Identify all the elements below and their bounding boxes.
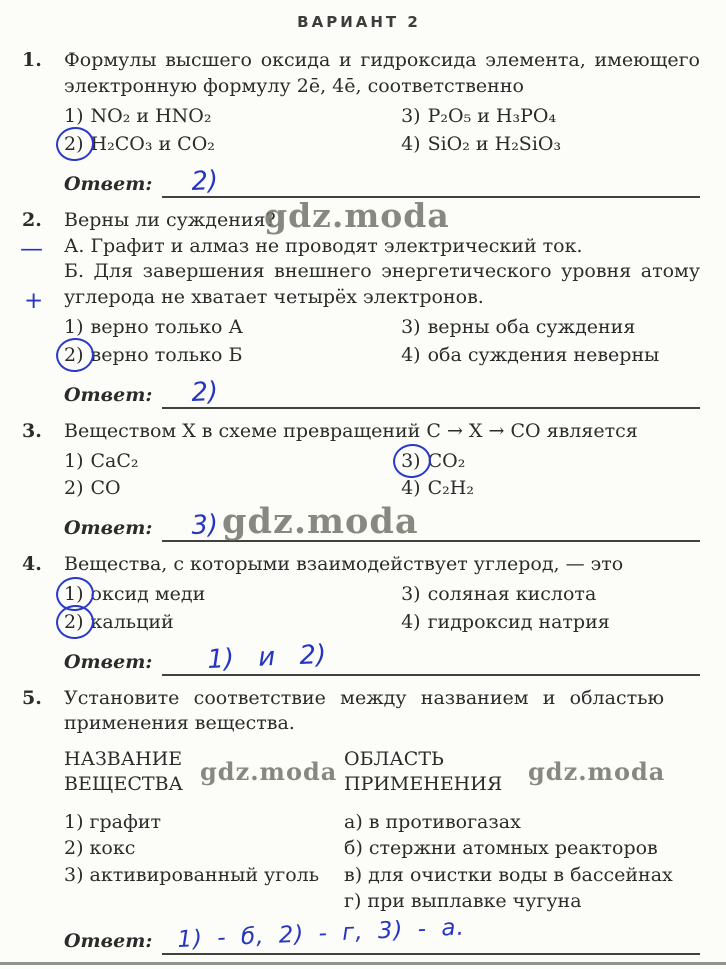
list-item: 2) кокс bbox=[64, 837, 136, 860]
option bbox=[401, 610, 700, 636]
option-text: C₂H₂ bbox=[427, 477, 474, 500]
option-text: SiO₂ и H₂SiO₃ bbox=[427, 132, 562, 155]
watermark: gdz.moda bbox=[264, 196, 450, 235]
question-number: 3. bbox=[22, 419, 42, 442]
option-number: 1) bbox=[64, 316, 84, 339]
option-text: кальций bbox=[90, 610, 174, 633]
option bbox=[64, 132, 401, 158]
option bbox=[401, 104, 700, 130]
option bbox=[401, 449, 700, 475]
options-grid bbox=[64, 449, 700, 503]
question-body bbox=[64, 686, 700, 963]
question-number: 4. bbox=[22, 553, 42, 576]
option-text: CO₂ bbox=[427, 449, 466, 472]
question-text: Установите соответствие между названием и областью применения вещества. bbox=[64, 686, 664, 735]
option bbox=[401, 132, 700, 158]
handwritten-answer: 2) bbox=[191, 165, 220, 197]
handwritten-answer: 1) и 2) bbox=[207, 639, 328, 675]
question-body bbox=[64, 552, 700, 683]
minus-ink-mark: — bbox=[20, 235, 43, 262]
option bbox=[64, 449, 401, 475]
option-text: NO₂ и HNO₂ bbox=[90, 105, 212, 128]
answer-label: Ответ: bbox=[64, 930, 153, 953]
option bbox=[64, 610, 401, 636]
option-number: 3) bbox=[401, 582, 421, 605]
question-number: 2. bbox=[22, 208, 42, 231]
option-text: соляная кислота bbox=[427, 582, 597, 605]
statements bbox=[64, 234, 700, 311]
option bbox=[64, 315, 401, 341]
option-number-circled: 2) bbox=[64, 343, 84, 369]
option bbox=[401, 476, 700, 502]
question-text: Верны ли суждения? bbox=[64, 208, 276, 231]
option-number: 4) bbox=[401, 343, 421, 366]
option-text: верны оба суждения bbox=[427, 316, 636, 339]
question-1 bbox=[18, 48, 700, 205]
watermark: gdz.moda bbox=[528, 757, 666, 786]
option-text: CaC₂ bbox=[90, 449, 139, 472]
answer-line bbox=[162, 510, 700, 542]
option-text: оба суждения неверны bbox=[427, 343, 660, 366]
question-body bbox=[20, 208, 700, 417]
option-number: 1) bbox=[64, 105, 84, 128]
answer-row bbox=[64, 377, 700, 409]
right-column-header: ОБЛАСТЬ ПРИМЕНЕНИЯ bbox=[344, 748, 503, 795]
option bbox=[64, 104, 401, 130]
handwritten-answer: 1) - б, 2) - г, 3) - а. bbox=[177, 914, 466, 954]
option-text: P₂O₅ и H₃PO₄ bbox=[427, 105, 557, 128]
question-text: Вещества, с которыми взаимодействует углерод, — это bbox=[64, 553, 624, 576]
question-3 bbox=[18, 419, 700, 550]
question-4 bbox=[18, 552, 700, 683]
option-number-circled: 2) bbox=[64, 610, 84, 636]
list-item: 1) графит bbox=[64, 810, 162, 833]
answer-line bbox=[162, 166, 700, 198]
statement-b: Б. Для завершения внешнего энергетического уровня атому углерода не хватает четырёх электронов. bbox=[64, 260, 700, 309]
question-5 bbox=[18, 686, 700, 963]
options-grid bbox=[64, 582, 700, 636]
option bbox=[401, 343, 700, 369]
option-text: гидроксид натрия bbox=[427, 610, 610, 633]
list-item: 3) активированный уголь bbox=[64, 863, 320, 886]
answer-label: Ответ: bbox=[64, 383, 153, 406]
option-number-circled: 2) bbox=[64, 132, 84, 158]
option-text: верно только А bbox=[90, 316, 243, 339]
option bbox=[64, 476, 401, 502]
answer-row bbox=[64, 166, 700, 198]
option bbox=[64, 343, 401, 369]
option-number: 1) bbox=[64, 449, 84, 472]
answer-line bbox=[162, 914, 700, 955]
left-column-header: НАЗВАНИЕ ВЕЩЕСТВА bbox=[64, 748, 183, 795]
question-number: 1. bbox=[22, 49, 42, 72]
watermark: gdz.moda bbox=[200, 757, 338, 786]
option bbox=[64, 582, 401, 608]
answer-row bbox=[64, 639, 700, 676]
answer-line bbox=[162, 377, 700, 409]
plus-ink-mark: + bbox=[24, 287, 44, 314]
list-item: г) при выплавке чугуна bbox=[344, 890, 582, 913]
statement-a: А. Графит и алмаз не проводят электрический ток. bbox=[64, 234, 583, 257]
option-text: верно только Б bbox=[90, 343, 243, 366]
option-text: оксид меди bbox=[90, 582, 206, 605]
answer-row bbox=[64, 914, 700, 955]
watermark: gdz.moda bbox=[222, 501, 419, 542]
list-item: в) для очистки воды в бассейнах bbox=[344, 863, 673, 886]
option-text: H₂CO₃ и CO₂ bbox=[90, 132, 215, 155]
list-item: а) в противогазах bbox=[344, 810, 521, 833]
question-body bbox=[64, 419, 700, 550]
question-2 bbox=[18, 208, 700, 417]
option-number-circled: 3) bbox=[401, 449, 421, 475]
handwritten-answer: 2) bbox=[191, 376, 220, 408]
matching-table bbox=[64, 747, 700, 915]
option-number: 4) bbox=[401, 477, 421, 500]
question-text: Формулы высшего оксида и гидроксида элемента, имеющего электронную формулу 2ē, 4ē, соответственно bbox=[64, 49, 700, 98]
option bbox=[401, 582, 700, 608]
answer-label: Ответ: bbox=[64, 650, 153, 673]
option-text: CO bbox=[90, 477, 121, 500]
answer-line bbox=[162, 639, 700, 676]
option-number: 3) bbox=[401, 105, 421, 128]
question-number: 5. bbox=[22, 686, 42, 709]
page-title: ВАРИАНТ 2 bbox=[297, 13, 421, 31]
option-number: 4) bbox=[401, 132, 421, 155]
match-left-column bbox=[64, 747, 344, 915]
question-body bbox=[64, 48, 700, 205]
option-number: 4) bbox=[401, 610, 421, 633]
scan-edge bbox=[0, 962, 726, 965]
handwritten-answer: 3) bbox=[191, 510, 220, 542]
answer-label: Ответ: bbox=[64, 517, 153, 540]
list-item: б) стержни атомных реакторов bbox=[344, 837, 658, 860]
option-number: 3) bbox=[401, 316, 421, 339]
options-grid bbox=[64, 104, 700, 158]
option-number: 2) bbox=[64, 477, 84, 500]
option-number-circled: 1) bbox=[64, 582, 84, 608]
answer-label: Ответ: bbox=[64, 172, 153, 195]
options-grid bbox=[64, 315, 700, 369]
answer-row bbox=[64, 510, 700, 542]
option bbox=[401, 315, 700, 341]
match-right-column bbox=[344, 747, 700, 915]
question-text: Веществом X в схеме превращений C → X → CO является bbox=[64, 419, 638, 442]
